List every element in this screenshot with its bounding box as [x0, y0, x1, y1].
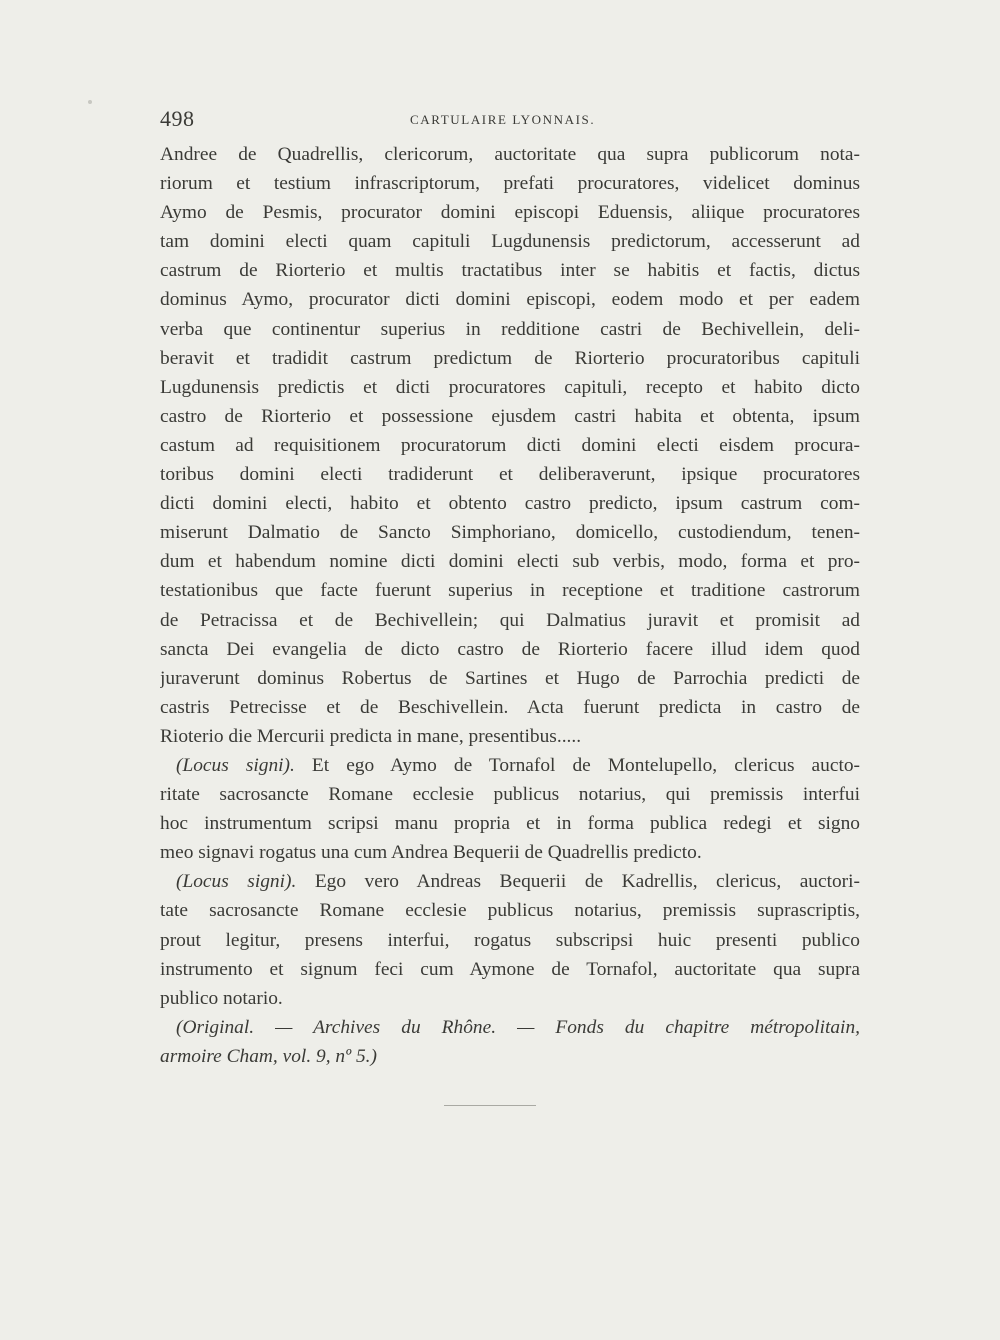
running-head: CARTULAIRE LYONNAIS.	[410, 112, 596, 127]
text-line: prout legitur, presens interfui, rogatus subscripsi huic presenti publico	[160, 929, 860, 951]
text-line: (Original. — Archives du Rhône. — Fonds du chapitre métropolitain,	[176, 1016, 860, 1038]
text-line: castum ad requisitionem procuratorum dicti domini electi eisdem procura-	[160, 434, 860, 456]
text-line: testationibus que facte fuerunt superius in receptione et traditione castrorum	[160, 580, 860, 602]
text-line: Lugdunensis predictis et dicti procuratores capituli, recepto et habito dicto	[160, 376, 860, 398]
text-line: dum et habendum nomine dicti domini electi sub verbis, modo, forma et pro-	[160, 551, 860, 573]
source-citation	[160, 1013, 860, 1071]
text-line: hoc instrumentum scripsi manu propria et in forma publica redegi et signo	[160, 813, 860, 835]
paragraph-notary-aymo	[160, 751, 860, 867]
text-line: juraverunt dominus Robertus de Sartines et Hugo de Parrochia predicti de	[160, 667, 860, 689]
text-line	[160, 867, 860, 896]
text-line: castrum de Riorterio et multis tractatibus inter se habitis et factis, dictus	[160, 260, 860, 282]
locus-signi-mark: (Locus signi).	[176, 871, 297, 893]
text-line: toribus domini electi tradiderunt et deliberaverunt, ipsique procuratores	[160, 464, 860, 486]
page-header	[160, 106, 860, 136]
line-text: Et ego Aymo de Tornafol de Montelupello, clericus aucto-	[294, 754, 860, 776]
closing-rule	[444, 1105, 536, 1106]
text-line: de Petracissa et de Bechivellein; qui Dalmatius juravit et promisit ad	[160, 609, 860, 631]
text-line: dicti domini electi, habito et obtento castro predicto, ipsum castrum com-	[160, 493, 860, 515]
text-line: miserunt Dalmatio de Sancto Simphoriano, domicello, custodiendum, tenen-	[160, 522, 860, 544]
text-line: riorum et testium infrascriptorum, prefati procuratores, videlicet dominus	[160, 173, 860, 195]
text-line	[160, 751, 860, 780]
text-line: dominus Aymo, procurator dicti domini episcopi, eodem modo et per eadem	[160, 289, 860, 311]
text-line: tam domini electi quam capituli Lugdunensis predictorum, accesserunt ad	[160, 231, 860, 253]
text-line: castro de Riorterio et possessione ejusdem castri habita et obtenta, ipsum	[160, 405, 860, 427]
body-text	[160, 140, 860, 1071]
text-line: ritate sacrosancte Romane ecclesie publicus notarius, qui premissis interfui	[160, 784, 860, 806]
text-line: Aymo de Pesmis, procurator domini episcopi Eduensis, aliique procuratores	[160, 202, 860, 224]
text-line: publico notario.	[160, 987, 283, 1009]
text-line: instrumento et signum feci cum Aymone de Tornafol, auctoritate qua supra	[160, 958, 860, 980]
paragraph-act	[160, 140, 860, 751]
locus-signi-mark: (Locus signi).	[176, 754, 295, 776]
line-text: Ego vero Andreas Bequerii de Kadrellis, clericus, auctori-	[296, 871, 860, 893]
text-line: meo signavi rogatus una cum Andrea Bequerii de Quadrellis predicto.	[160, 842, 702, 864]
text-line: armoire Cham, vol. 9, nº 5.)	[160, 1045, 377, 1067]
text-line: tate sacrosancte Romane ecclesie publicus notarius, premissis suprascriptis,	[160, 900, 860, 922]
page-number: 498	[160, 106, 195, 131]
text-line: beravit et tradidit castrum predictum de Riorterio procuratoribus capituli	[160, 347, 860, 369]
text-line: Rioterio die Mercurii predicta in mane, presentibus.....	[160, 725, 582, 747]
paragraph-notary-andreas	[160, 867, 860, 1012]
text-line: verba que continentur superius in redditione castri de Bechivellein, deli-	[160, 318, 860, 340]
text-line: sancta Dei evangelia de dicto castro de Riorterio facere illud idem quod	[160, 638, 860, 660]
paper-speck	[88, 100, 92, 104]
text-line: castris Petrecisse et de Beschivellein. Acta fuerunt predicta in castro de	[160, 696, 860, 718]
text-line: Andree de Quadrellis, clericorum, auctoritate qua supra publicorum nota-	[160, 144, 860, 165]
